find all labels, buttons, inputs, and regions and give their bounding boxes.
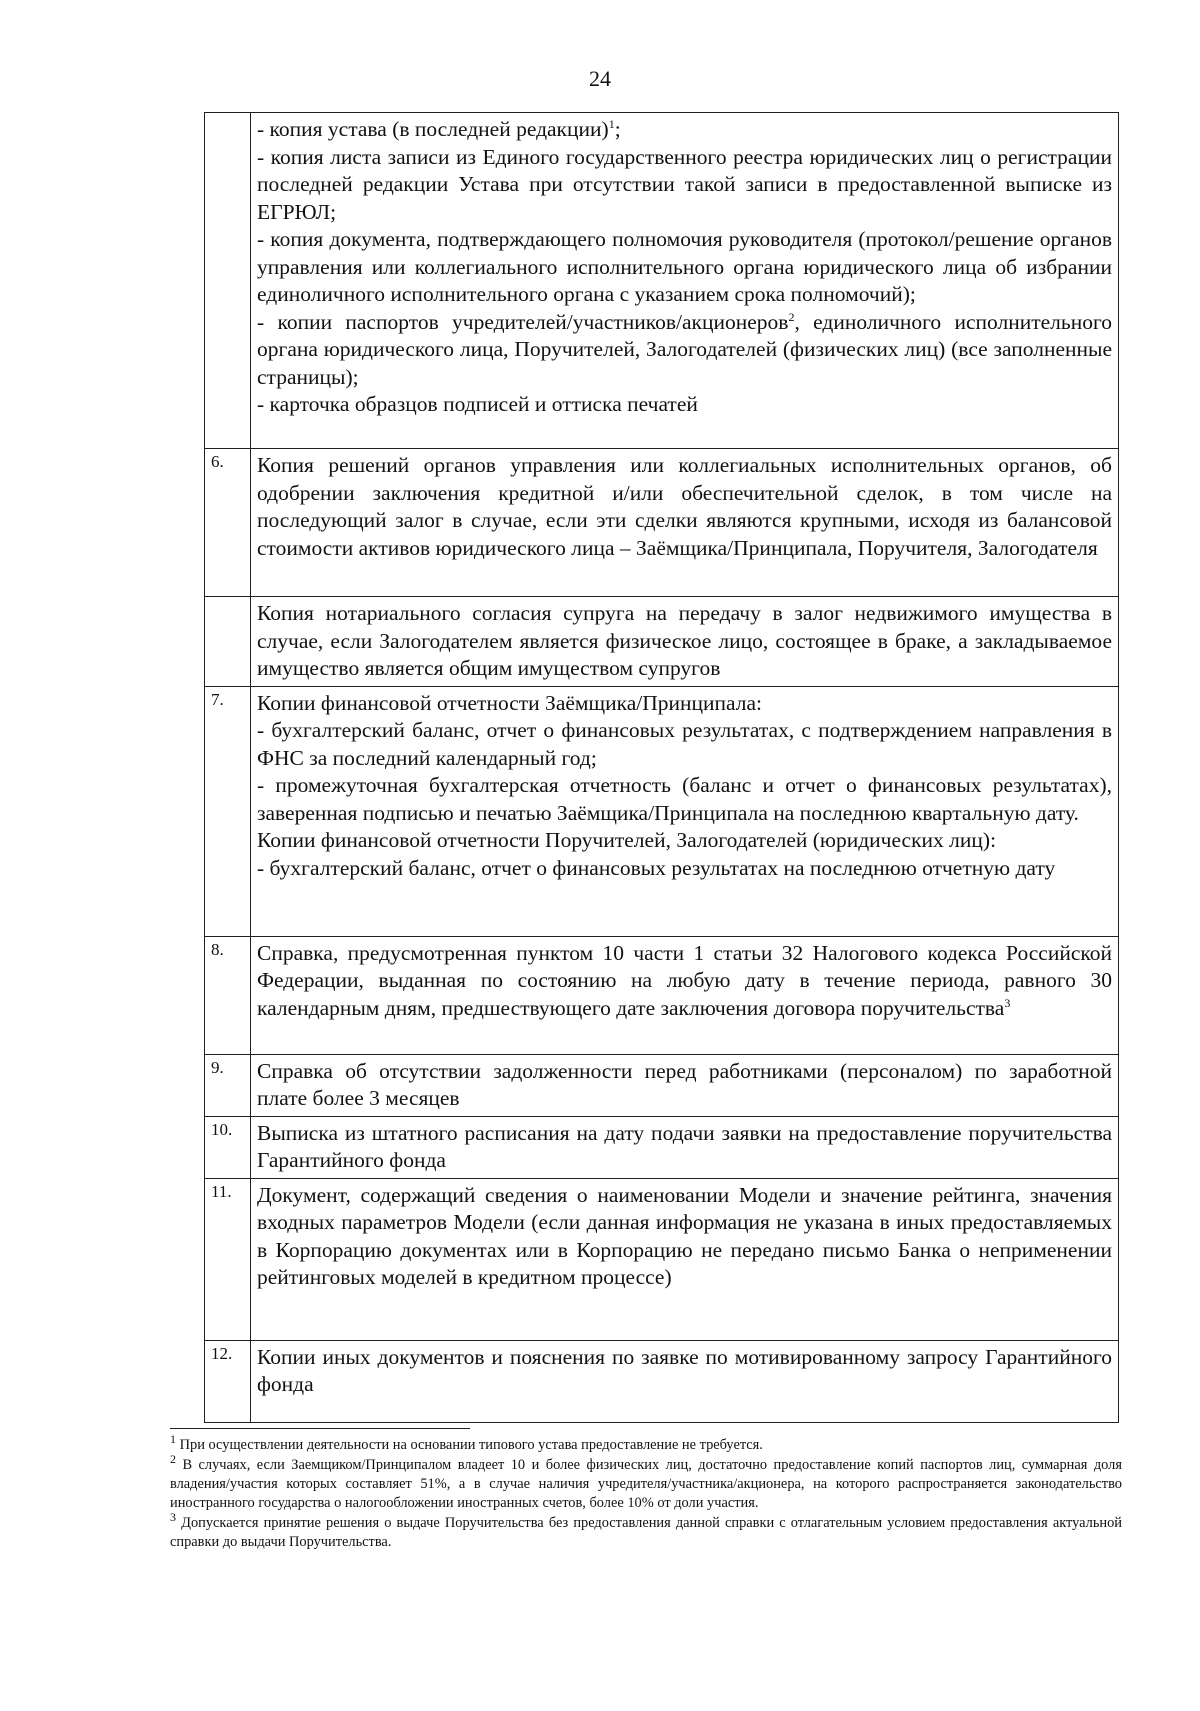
table-row: [205, 686, 1119, 936]
table-row: [205, 113, 1119, 449]
row-number: 11.: [205, 1178, 251, 1340]
table-row: [205, 449, 1119, 597]
footnote: $^2$ В случаях, если Заемщиком/Принципалом владеет 10 и более физических лиц, достаточно предоставление копий паспортов лиц, суммарная доля владения/участия которых составляет 51%, а в случае наличия учредителя/участника/акционера, на которого распространяется законодательство иностранного государства о налогообложении иностранных счетов, более 10% от доли участия.: [170, 1452, 1122, 1511]
row-content: Копия нотариального согласия супруга на передачу в залог недвижимого имущества в случае, если Залогодателем является физическое лицо, состоящее в браке, а закладываемое имущество является общим имуществом супругов: [251, 597, 1119, 687]
table-row: [205, 936, 1119, 1054]
footnote-ref: 1: [608, 116, 615, 131]
row-content: Выписка из штатного расписания на дату подачи заявки на предоставление поручительства Гарантийного фонда: [251, 1116, 1119, 1178]
list-item: - бухгалтерский баланс, отчет о финансовых результатах, с подтверждением направления в ФНС за последний календарный год;: [257, 718, 1112, 770]
table-row: [205, 1054, 1119, 1116]
table-row: [205, 1116, 1119, 1178]
footnote: $^1$ При осуществлении деятельности на основании типового устава предоставление не требуется.: [170, 1432, 763, 1453]
row-content: Копия решений органов управления или коллегиальных исполнительных органов, об одобрении заключения кредитной и/или обеспечительной сделок, в том числе на последующий залог в случае, если эти сделки являются крупными, исходя из балансовой стоимости активов юридического лица – Заёмщика/Принципала, Поручителя, Залогодателя: [251, 449, 1119, 597]
table-row: [205, 597, 1119, 687]
list-item: Копии финансовой отчетности Заёмщика/Принципала:: [257, 690, 762, 715]
list-item: - копии паспортов учредителей/участников/акционеров$^2$, единоличного исполнительного органа юридического лица, Поручителей, Залогодателей (физических лиц) (все заполненные страницы);: [257, 309, 1112, 389]
row-content: [251, 113, 1119, 449]
documents-table: [204, 112, 1119, 1423]
footnote-divider: [170, 1428, 470, 1429]
row-content: Справка об отсутствии задолженности перед работниками (персоналом) по заработной плате более 3 месяцев: [251, 1054, 1119, 1116]
row-content: [251, 686, 1119, 936]
list-item: Копии финансовой отчетности Поручителей, Залогодателей (юридических лиц):: [257, 828, 997, 852]
row-number: 9.: [205, 1054, 251, 1116]
row-number: 10.: [205, 1116, 251, 1178]
row-number: [205, 113, 251, 449]
list-item: - копия листа записи из Единого государственного реестра юридических лиц о регистрации последней редакции Устава при отсутствии такой записи в предоставленной выписке из ЕГРЮЛ;: [257, 144, 1112, 224]
row-number: [205, 597, 251, 687]
footnote: $^3$ Допускается принятие решения о выдаче Поручительства без предоставления данной справки с отлагательным условием предоставления актуальной справки до выдачи Поручительства.: [170, 1510, 1122, 1550]
table-row: [205, 1340, 1119, 1422]
page-number: 24: [589, 66, 611, 91]
list-item: - копия устава (в последней редакции)$^1$;: [257, 116, 621, 141]
list-item: - копия документа, подтверждающего полномочия руководителя (протокол/решение органов управления или коллегиального исполнительного органа юридического лица об избрании единоличного исполнительного органа с указанием срока полномочий);: [257, 227, 1112, 306]
footnotes: [170, 1432, 1122, 1553]
list-item: - карточка образцов подписей и оттиска печатей: [257, 392, 698, 416]
row-number: 8.: [205, 936, 251, 1054]
list-item: - промежуточная бухгалтерская отчетность (баланс и отчет о финансовых результатах), заверенная подписью и печатью Заёмщика/Принципала на последнюю квартальную дату.: [257, 773, 1112, 825]
footnote-ref: 2: [788, 309, 795, 324]
row-content: Справка, предусмотренная пунктом 10 части 1 статьи 32 Налогового кодекса Российской Федерации, выданная по состоянию на любую дату в течение периода, равного 30 календарным дням, предшествующего дате заключения договора поручительства$^3$: [251, 936, 1119, 1054]
list-item: - бухгалтерский баланс, отчет о финансовых результатах на последнюю отчетную дату: [257, 855, 1056, 880]
row-number: 12.: [205, 1340, 251, 1422]
row-content: Копии иных документов и пояснения по заявке по мотивированному запросу Гарантийного фонда: [251, 1340, 1119, 1422]
row-number: 6.: [205, 449, 251, 597]
row-number: 7.: [205, 686, 251, 936]
row-content: Документ, содержащий сведения о наименовании Модели и значение рейтинга, значения входных параметров Модели (если данная информация не указана в иных предоставляемых в Корпорацию документах или в Корпорацию не передано письмо Банка о неприменении рейтинговых моделей в кредитном процессе): [251, 1178, 1119, 1340]
footnote-ref: 3: [1004, 995, 1011, 1010]
table-row: [205, 1178, 1119, 1340]
